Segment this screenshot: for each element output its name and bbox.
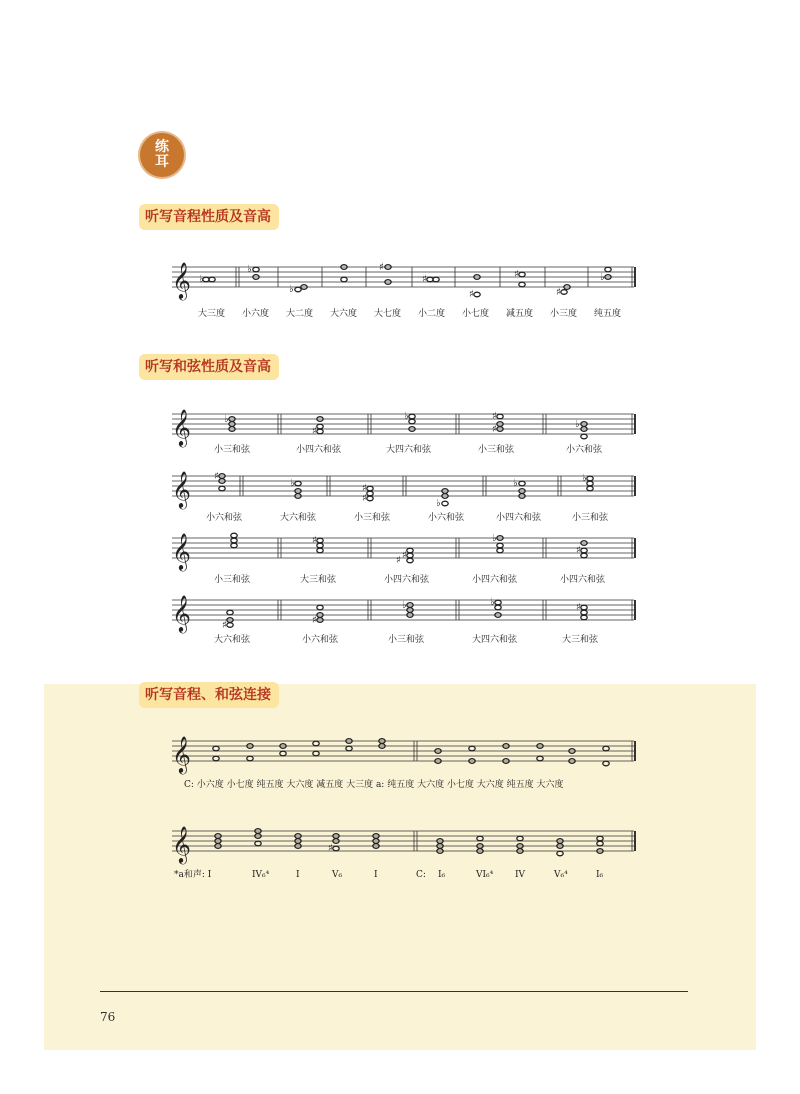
svg-text:♭: ♭: [490, 597, 495, 608]
interval-label: 大三度: [198, 309, 226, 319]
harmony-label: VI₆⁴: [476, 870, 494, 880]
harmony-label: I₆: [438, 870, 446, 880]
harmony-label: IV₆⁴: [252, 870, 270, 880]
treble-clef-icon: 𝄞: [172, 261, 191, 299]
harmony-label: I₆: [596, 870, 604, 880]
svg-text:♭: ♭: [492, 533, 497, 544]
section-title-chords: 听写和弦性质及音高: [139, 354, 279, 380]
svg-text:♯: ♯: [222, 620, 227, 631]
svg-text:♭: ♭: [600, 272, 605, 283]
chord-label: 小六和弦: [566, 445, 603, 455]
treble-clef-icon: 𝄞: [172, 532, 191, 570]
chord-label: 小四六和弦: [384, 575, 430, 585]
svg-text:♯: ♯: [312, 615, 317, 626]
chord-staff-4: [170, 594, 640, 648]
footer-rule: [100, 991, 688, 992]
chord-staff-3: [170, 532, 640, 588]
svg-text:♯: ♯: [576, 602, 581, 613]
interval-notes: [203, 265, 611, 297]
harmony-label: C:: [416, 870, 426, 880]
svg-text:♯: ♯: [556, 287, 561, 298]
interval-label: 小六度: [242, 309, 270, 319]
harmony-label: *a和声: I: [174, 870, 212, 880]
chord-staff-2: [170, 470, 640, 524]
interval-label: 小三度: [550, 309, 578, 319]
accidentals: [199, 262, 605, 300]
svg-text:♯: ♯: [214, 471, 219, 482]
interval-label: 纯五度: [594, 309, 622, 319]
interval-staff: [170, 255, 640, 325]
section-title-intervals: 听写音程性质及音高: [139, 204, 279, 230]
svg-text:♯: ♯: [492, 424, 497, 435]
interval-label: 大二度: [286, 309, 314, 319]
interval-label: 小七度: [462, 309, 490, 319]
svg-text:♯: ♯: [492, 411, 497, 422]
progression-chords: [215, 829, 603, 856]
svg-text:♭: ♭: [224, 414, 229, 425]
badge-char-1: 练: [155, 139, 169, 155]
interval-labels: [198, 307, 621, 319]
treble-clef-icon: 𝄞: [172, 594, 191, 632]
staff-lines: [172, 267, 634, 287]
harmony-label: I: [374, 870, 378, 880]
svg-text:♯: ♯: [312, 426, 317, 437]
treble-clef-icon: 𝄞: [172, 735, 191, 773]
interval-label: 小二度: [418, 309, 446, 319]
chord-label: 小四六和弦: [496, 513, 542, 523]
svg-text:♭: ♭: [513, 478, 518, 489]
svg-text:♯: ♯: [514, 269, 519, 280]
svg-text:♯: ♯: [576, 545, 581, 556]
chord-label: 小三和弦: [354, 513, 391, 523]
chord-label: 大三和弦: [562, 635, 599, 645]
chord-label: 大六和弦: [214, 635, 251, 645]
chord-label: 小三和弦: [478, 445, 515, 455]
chord-label: 小三和弦: [388, 635, 425, 645]
chord-progression-staff: [170, 825, 640, 885]
chord-label: 小四六和弦: [472, 575, 518, 585]
chord-label: 大三和弦: [300, 575, 337, 585]
interval-label: 大七度: [374, 309, 402, 319]
svg-text:♭: ♭: [402, 600, 407, 611]
progression-notes: [213, 739, 609, 766]
svg-text:♯: ♯: [396, 555, 401, 566]
svg-text:♯: ♯: [469, 289, 474, 300]
chord-label: 小六和弦: [428, 513, 465, 523]
svg-text:♯: ♯: [362, 483, 367, 494]
chord-label: 小六和弦: [302, 635, 339, 645]
harmony-label: I: [296, 870, 300, 880]
svg-text:♯: ♯: [328, 843, 333, 854]
svg-text:♭: ♭: [404, 411, 409, 422]
svg-text:♯: ♯: [402, 550, 407, 561]
chord-staff-1: [170, 404, 640, 456]
ear-training-badge: [140, 133, 184, 177]
chord-label: 大四六和弦: [472, 635, 518, 645]
chord-label: 大四六和弦: [386, 445, 432, 455]
svg-text:♯: ♯: [362, 493, 367, 504]
interval-progression-staff: [170, 735, 640, 797]
section-title-progressions: 听写音程、和弦连接: [139, 682, 279, 708]
treble-clef-icon: 𝄞: [172, 470, 191, 508]
svg-text:♭: ♭: [199, 274, 204, 285]
chord-label: 小三和弦: [572, 513, 609, 523]
interval-label: 大六度: [330, 309, 358, 319]
roman-numerals: [174, 868, 604, 880]
svg-text:♭: ♭: [575, 419, 580, 430]
badge-char-2: 耳: [155, 154, 169, 170]
svg-text:♭: ♭: [247, 264, 252, 275]
harmony-label: V₆⁴: [554, 870, 568, 880]
treble-clef-icon: 𝄞: [172, 825, 191, 863]
svg-text:♭: ♭: [289, 284, 294, 295]
page-number: 76: [100, 1010, 116, 1024]
interval-progression-labels: C: 小六度 小七度 纯五度 大六度 减五度 大三度 a: 纯五度 大六度 小七度 大六度 纯五度 大六度: [184, 780, 564, 790]
svg-text:♯: ♯: [379, 262, 384, 273]
svg-text:♭: ♭: [582, 473, 587, 484]
chord-label: 小四六和弦: [296, 445, 342, 455]
harmony-label: V₆: [332, 870, 343, 880]
treble-clef-icon: 𝄞: [172, 408, 191, 446]
chord-label: 小六和弦: [206, 513, 243, 523]
chord-label: 小三和弦: [214, 445, 251, 455]
svg-text:♭: ♭: [436, 498, 441, 509]
chord-label: 大六和弦: [280, 513, 317, 523]
harmony-label: IV: [515, 870, 526, 880]
chord-label: 小四六和弦: [560, 575, 606, 585]
chord-label: 小三和弦: [214, 575, 251, 585]
svg-text:♭: ♭: [290, 478, 295, 489]
svg-text:♯: ♯: [312, 535, 317, 546]
interval-label: 减五度: [506, 309, 534, 319]
svg-text:♯: ♯: [422, 274, 427, 285]
